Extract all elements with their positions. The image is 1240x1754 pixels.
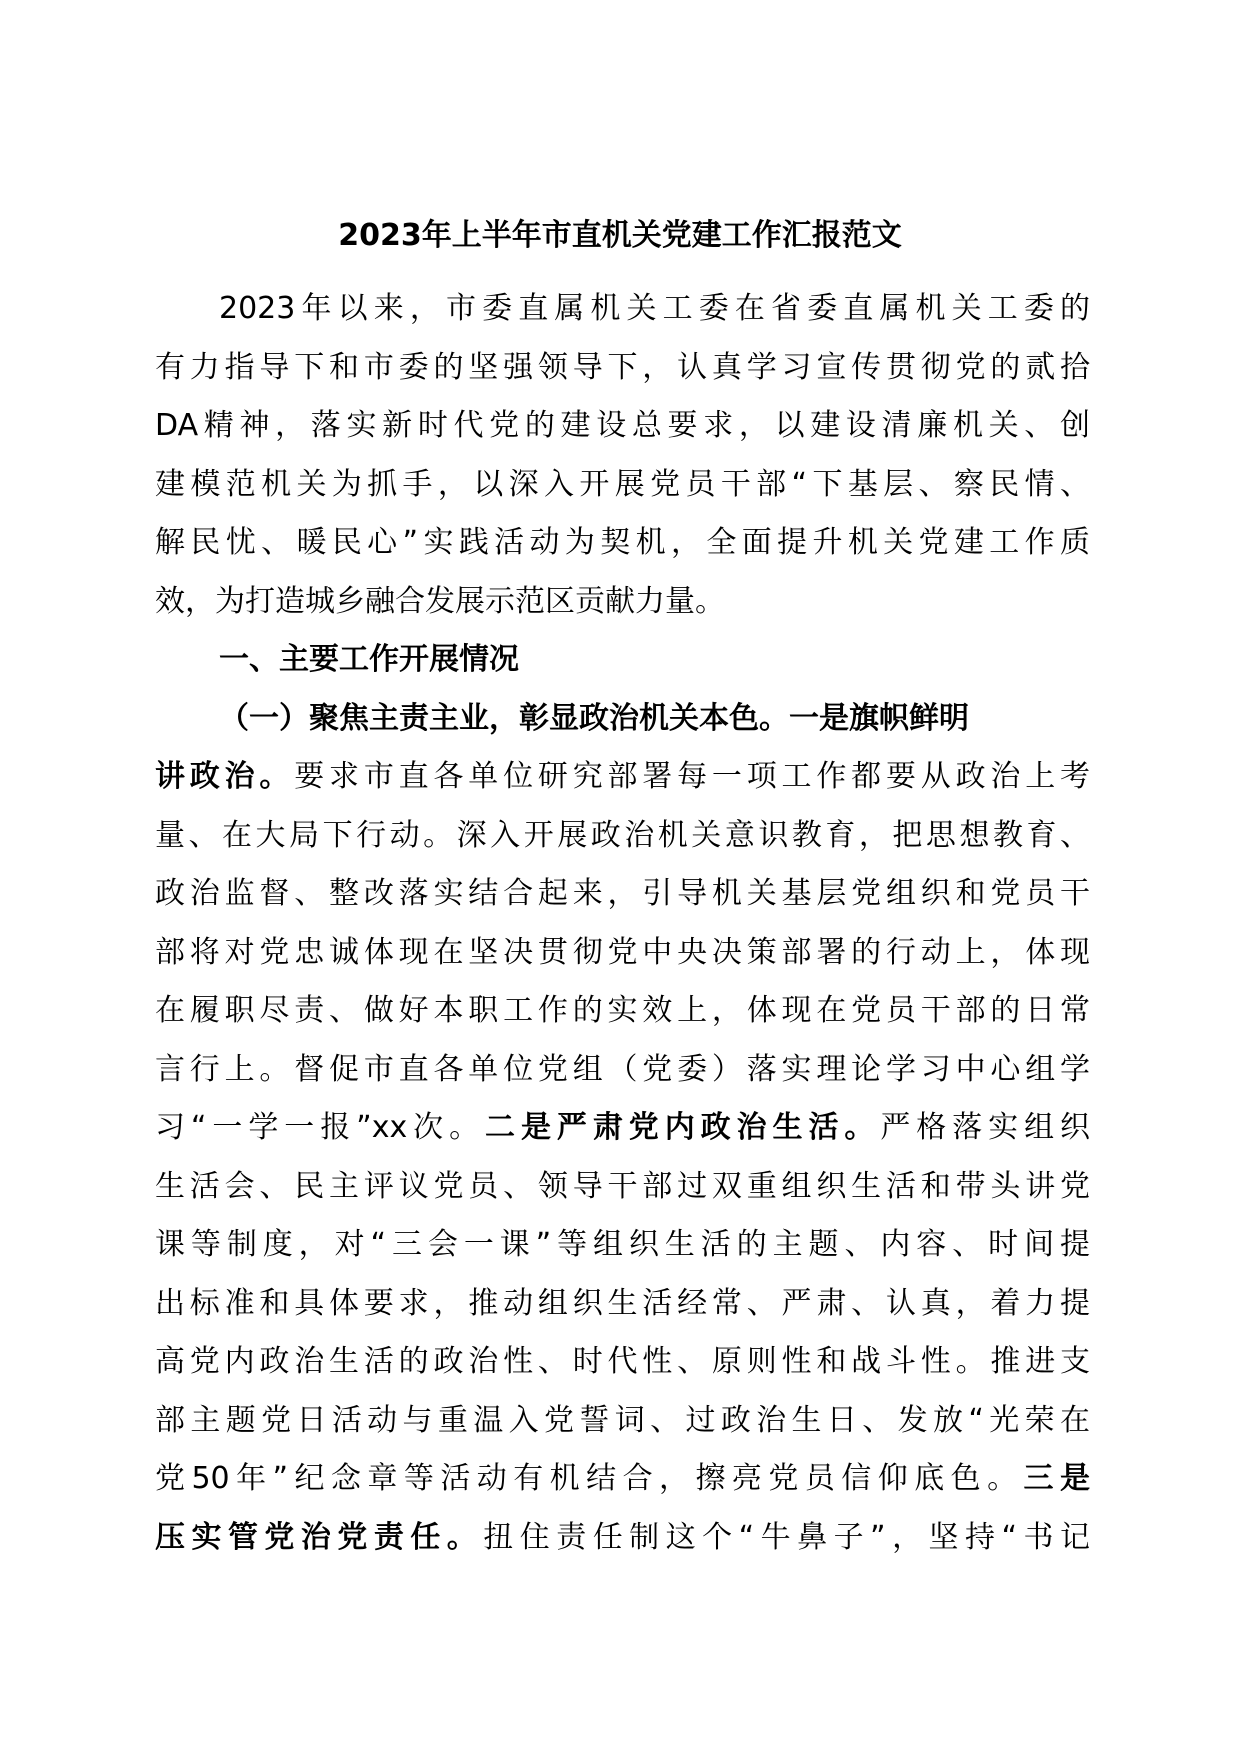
- paragraph-line: 效，为打造城乡融合发展示范区贡献力量。: [155, 583, 725, 619]
- paragraph-line: 生活会、民主评议党员、领导干部过双重组织生活和带头讲党: [155, 1168, 1090, 1204]
- bold-phrase: 压实管党治党责任。: [155, 1519, 484, 1555]
- subsection-heading: （一）聚焦主责主业，彰显政治机关本色。一是旗帜鲜明: [219, 700, 969, 736]
- paragraph-line: 政治监督、整改落实结合起来，引导机关基层党组织和党员干: [155, 876, 1090, 911]
- paragraph-line: [155, 1450, 1090, 1509]
- text-run: 党50年”纪念章等活动有机结合，擦亮党员信仰底色。: [155, 1461, 1024, 1496]
- bold-phrase: 讲政治。: [155, 759, 295, 794]
- document-body: [155, 280, 1090, 1567]
- paragraph-line: 量、在大局下行动。深入开展政治机关意识教育，把思想教育、: [155, 817, 1090, 853]
- bold-phrase: 三是: [1023, 1461, 1090, 1496]
- paragraph-line: 课等制度，对“三会一课”等组织生活的主题、内容、时间提: [155, 1227, 1090, 1262]
- paragraph-line: DA精神，落实新时代党的建设总要求，以建设清廉机关、创: [155, 408, 1090, 443]
- paragraph-line: 言行上。督促市直各单位党组（党委）落实理论学习中心组学: [155, 1051, 1090, 1087]
- section-heading: 一、主要工作开展情况: [219, 642, 519, 677]
- paragraph-line: 出标准和具体要求，推动组织生活经常、严肃、认真，着力提: [155, 1285, 1090, 1321]
- paragraph-line: 在履职尽责、做好本职工作的实效上，体现在党员干部的日常: [155, 993, 1090, 1028]
- document-title: 2023年上半年市直机关党建工作汇报范文: [338, 218, 902, 253]
- paragraph-line: [155, 748, 1090, 807]
- paragraph-line: 解民忧、暖民心”实践活动为契机，全面提升机关党建工作质: [155, 525, 1090, 560]
- paragraph-line: [155, 1509, 1090, 1568]
- paragraph-line: 部主题党日活动与重温入党誓词、过政治生日、发放“光荣在: [155, 1402, 1090, 1438]
- paragraph-line: 有力指导下和市委的坚强领导下，认真学习宣传贯彻党的贰拾: [155, 349, 1090, 385]
- paragraph-line: [155, 1099, 1090, 1158]
- text-run: 要求市直各单位研究部署每一项工作都要从政治上考: [294, 759, 1091, 794]
- paragraph-line: 部将对党忠诚体现在坚决贯彻党中央决策部署的行动上，体现: [155, 934, 1090, 970]
- paragraph-line: 建模范机关为抓手，以深入开展党员干部“下基层、察民情、: [155, 466, 1090, 502]
- text-run: 严格落实组织: [880, 1110, 1091, 1145]
- paragraph-line: 2023年以来，市委直属机关工委在省委直属机关工委的: [219, 291, 1090, 326]
- paragraph-line: 高党内政治生活的政治性、时代性、原则性和战斗性。推进支: [155, 1344, 1090, 1379]
- text-run: 习“一学一报”xx次。: [155, 1110, 486, 1145]
- bold-phrase: 二是严肃党内政治生活。: [485, 1110, 881, 1145]
- text-run: 扭住责任制这个“牛鼻子”，坚持“书记: [483, 1519, 1090, 1555]
